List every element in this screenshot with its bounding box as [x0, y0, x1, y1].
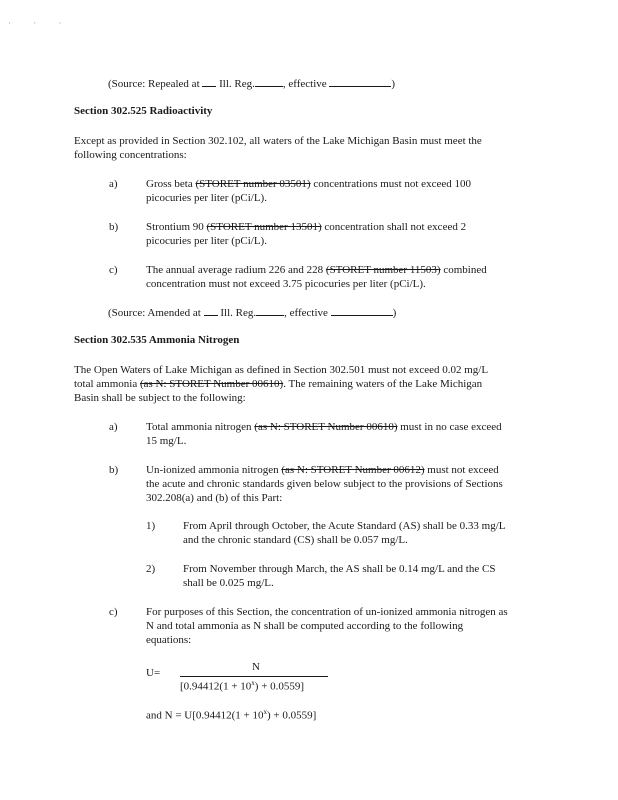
para-line2-post: . The remaining waters of the Lake Michigan: [283, 378, 483, 390]
subitem-2-line2: shall be 0.025 mg/L.: [183, 577, 274, 589]
ammonia-item-b-line3: 302.208(a) and (b) of this Part:: [146, 492, 283, 504]
fraction-bar: [180, 676, 328, 677]
item-c-label: c): [109, 264, 118, 276]
ammonia-a-struck-text: (as N: STORET Number 00610): [254, 421, 398, 433]
corner-marks: · · ·: [8, 18, 72, 28]
item-a-line1: [146, 178, 471, 190]
item-c-line2: concentration must not exceed 3.75 picocuries per liter (pCi/L).: [146, 278, 426, 290]
denominator-post: ) + 0.0559]: [254, 680, 305, 693]
section-535-para-line3: Basin shall be subject to the following:: [74, 392, 246, 404]
source-amended-reg: Ill. Reg.: [220, 307, 257, 319]
section-535-para-line1: The Open Waters of Lake Michigan as defined in Section 302.501 must not exceed 0.02 mg/L: [74, 364, 489, 376]
equation-2: [146, 708, 316, 722]
ammonia-item-c-label: c): [109, 606, 118, 618]
ammonia-item-b-line2: the acute and chronic standards given below subject to the provisions of Sections: [146, 478, 503, 490]
blank-date: [329, 77, 391, 87]
item-a-line2: picocuries per liter (pCi/L).: [146, 192, 267, 204]
item-c-text-post: combined: [440, 264, 487, 276]
item-c-text-pre: The annual average radium 226 and 228: [146, 264, 326, 276]
blank-volume: [202, 77, 216, 87]
blank-date: [331, 306, 393, 316]
item-a-text-pre: Gross beta: [146, 178, 196, 190]
section-535-heading: Section 302.535 Ammonia Nitrogen: [74, 334, 240, 346]
equation-numerator: N: [252, 661, 260, 673]
section-525-intro-line1: Except as provided in Section 302.102, all waters of the Lake Michigan Basin must meet the: [74, 135, 482, 147]
ammonia-b-struck-text: (as N: STORET Number 00612): [281, 464, 425, 476]
para-line2-pre: total ammonia: [74, 378, 140, 390]
source-repealed-note: [108, 77, 395, 90]
item-c-line1: [146, 264, 487, 276]
equation-2-pre: and N = U[0.94412(1 + 10: [146, 709, 264, 722]
ammonia-a-post: must in no case exceed: [397, 421, 502, 433]
ammonia-item-b-line1: [146, 464, 499, 476]
item-b-line2: picocuries per liter (pCi/L).: [146, 235, 267, 247]
source-amended-close: ): [392, 307, 397, 319]
subitem-1-line2: and the chronic standard (CS) shall be 0.057 mg/L.: [183, 534, 408, 546]
equation-2-exponent: x: [263, 708, 268, 716]
ammonia-b-post: must not exceed: [424, 464, 499, 476]
source-repealed-close: ): [391, 78, 396, 90]
item-a-struck-text: (STORET number 03501): [195, 178, 311, 190]
ammonia-item-c-line3: equations:: [146, 634, 192, 646]
ammonia-item-a-line1: [146, 421, 502, 433]
subitem-1-label: 1): [146, 520, 156, 532]
ammonia-item-a-label: a): [109, 421, 118, 433]
source-repealed-effective: , effective: [282, 78, 327, 90]
blank-volume: [204, 306, 218, 316]
section-535-para-line2: [74, 378, 482, 390]
source-amended-note: [108, 306, 396, 319]
item-c-struck-text: (STORET number 11503): [325, 264, 441, 276]
subitem-2-line1: From November through March, the AS shall be 0.14 mg/L and the CS: [183, 563, 496, 575]
blank-page: [255, 77, 283, 87]
section-525-intro-line2: following concentrations:: [74, 149, 187, 161]
ammonia-item-b-label: b): [109, 464, 119, 476]
denominator-exponent: x: [251, 679, 255, 687]
item-a-label: a): [109, 178, 118, 190]
source-repealed-reg: Ill. Reg.: [219, 78, 255, 90]
ammonia-item-a-line2: 15 mg/L.: [146, 435, 187, 447]
item-b-struck-text: (STORET number 13501): [206, 221, 322, 233]
equation-2-post: ) + 0.0559]: [267, 709, 317, 722]
equation-denominator: [180, 679, 304, 693]
item-b-text-post: concentration shall not exceed 2: [321, 221, 467, 233]
subitem-2-label: 2): [146, 563, 156, 575]
equation-lhs: U=: [146, 667, 161, 679]
subitem-1-line1: From April through October, the Acute Standard (AS) shall be 0.33 mg/L: [183, 520, 506, 532]
item-a-text-post: concentrations must not exceed 100: [310, 178, 471, 190]
para-line2-struck-text: (as N: STORET Number 00610): [139, 378, 284, 390]
item-b-label: b): [109, 221, 119, 233]
section-525-heading: Section 302.525 Radioactivity: [74, 105, 213, 117]
source-repealed-prefix: (Source: Repealed at: [108, 78, 200, 90]
source-amended-prefix: (Source: Amended at: [108, 307, 201, 319]
item-b-text-pre: Strontium 90: [146, 221, 207, 233]
denominator-pre: [0.94412(1 + 10: [180, 680, 252, 693]
ammonia-item-c-line2: N and total ammonia as N shall be computed according to the following: [146, 620, 464, 632]
blank-page: [256, 306, 284, 316]
ammonia-a-pre: Total ammonia nitrogen: [146, 421, 255, 433]
ammonia-b-pre: Un-ionized ammonia nitrogen: [146, 464, 282, 476]
ammonia-item-c-line1: For purposes of this Section, the concentration of un-ionized ammonia nitrogen as: [146, 606, 508, 618]
source-amended-effective: , effective: [284, 307, 328, 319]
item-b-line1: [146, 221, 466, 233]
